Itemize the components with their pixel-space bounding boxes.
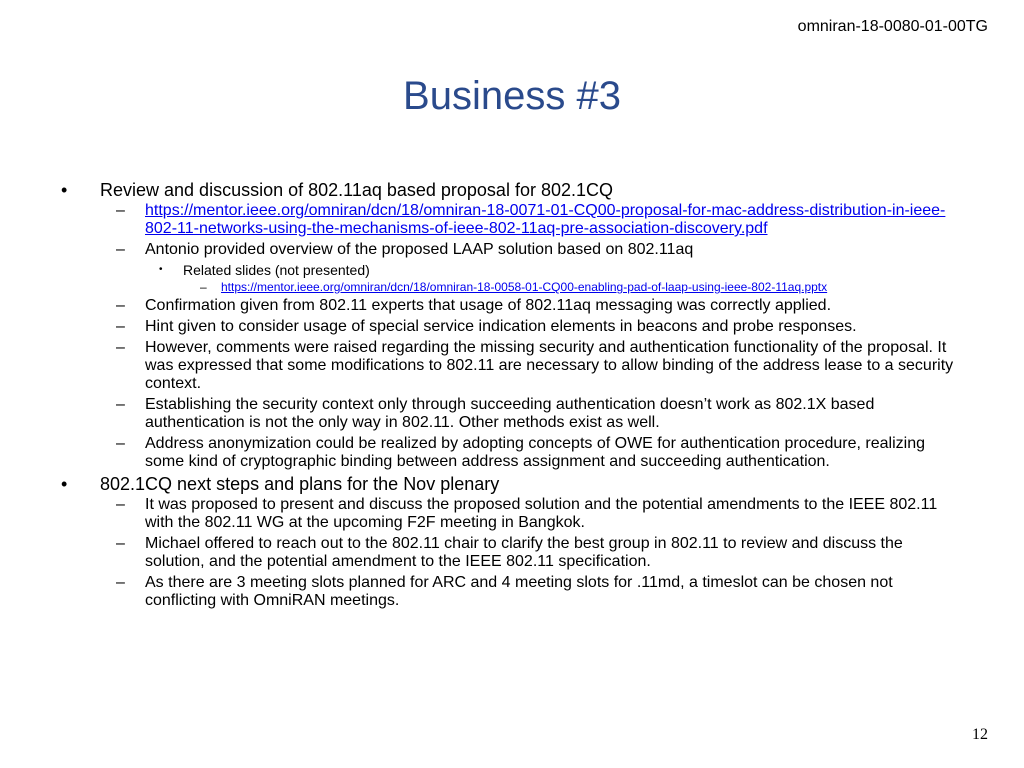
page-number: 12 [972, 726, 988, 743]
list-item [0, 280, 1024, 294]
list-item-text: Hint given to consider usage of special service indication elements in beacons and probe responses. [145, 318, 857, 335]
list-item [0, 180, 1024, 200]
list-item-text: Antonio provided overview of the proposed LAAP solution based on 802.11aq [145, 241, 694, 258]
list-item-text: It was proposed to present and discuss the proposed solution and the potential amendments to the IEEE 802.11 with the 802.11 WG at the upcoming F2F meeting in Bangkok. [145, 496, 938, 531]
bullet-marker: • [61, 180, 68, 200]
list-item [0, 339, 1024, 393]
list-item [0, 396, 1024, 432]
list-item [0, 474, 1024, 494]
dash-marker: – [116, 396, 125, 413]
list-item-text: However, comments were raised regarding the missing security and authentication functionality of the proposal. It was expressed that some modifications to 802.11 are necessary to allow binding of the address lease to a security context. [145, 339, 954, 392]
document-link[interactable]: https://mentor.ieee.org/omniran/dcn/18/omniran-18-0058-01-CQ00-enabling-pad-of-laap-using-ieee-802-11aq.pptx [221, 280, 828, 294]
list-item [0, 262, 1024, 278]
dash-marker: – [116, 339, 125, 356]
dash-marker: – [116, 318, 125, 335]
bullet-marker: • [61, 474, 68, 494]
list-item [0, 318, 1024, 336]
list-item-text: Confirmation given from 802.11 experts that usage of 802.11aq messaging was correctly applied. [145, 297, 832, 314]
list-item-text: Address anonymization could be realized by adopting concepts of OWE for authentication procedure, realizing some kind of cryptographic binding between address assignment and succeeding authentication. [145, 435, 926, 470]
list-item [0, 535, 1024, 571]
dash-marker: – [116, 435, 125, 452]
dash-marker: – [200, 280, 207, 294]
list-item [0, 496, 1024, 532]
list-item-text: Review and discussion of 802.11aq based proposal for 802.1CQ [100, 180, 613, 200]
dash-marker: – [116, 535, 125, 552]
dash-marker: – [116, 202, 125, 219]
list-item [0, 202, 1024, 238]
list-item-text: As there are 3 meeting slots planned for ARC and 4 meeting slots for .11md, a timeslot can be chosen not conflicting with OmniRAN meetings. [145, 574, 893, 609]
list-item-text: Related slides (not presented) [183, 262, 370, 278]
document-link[interactable]: https://mentor.ieee.org/omniran/dcn/18/omniran-18-0071-01-CQ00-proposal-for-mac-address-distribution-in-ieee-802-11-networks-using-the-mechanisms-of-ieee-802-11aq-pre-association-discovery.pdf [145, 202, 946, 237]
dash-marker: – [116, 297, 125, 314]
bullet-marker: • [159, 264, 163, 275]
dash-marker: – [116, 241, 125, 258]
list-item [0, 297, 1024, 315]
list-item [0, 241, 1024, 259]
dash-marker: – [116, 574, 125, 591]
list-item-text: 802.1CQ next steps and plans for the Nov plenary [100, 474, 500, 494]
dash-marker: – [116, 496, 125, 513]
document-id: omniran-18-0080-01-00TG [797, 18, 988, 35]
list-item-text: Michael offered to reach out to the 802.11 chair to clarify the best group in 802.11 to review and discuss the solution, and the potential amendment to the IEEE 802.11 specification. [145, 535, 903, 570]
list-item [0, 435, 1024, 471]
list-item [0, 574, 1024, 610]
list-item-text: Establishing the security context only through succeeding authentication doesn’t work as 802.1X based authentication is not the only way in 802.11. Other methods exist as well. [145, 396, 875, 431]
slide-title: Business #3 [403, 74, 621, 118]
bullet-list [0, 180, 1024, 613]
